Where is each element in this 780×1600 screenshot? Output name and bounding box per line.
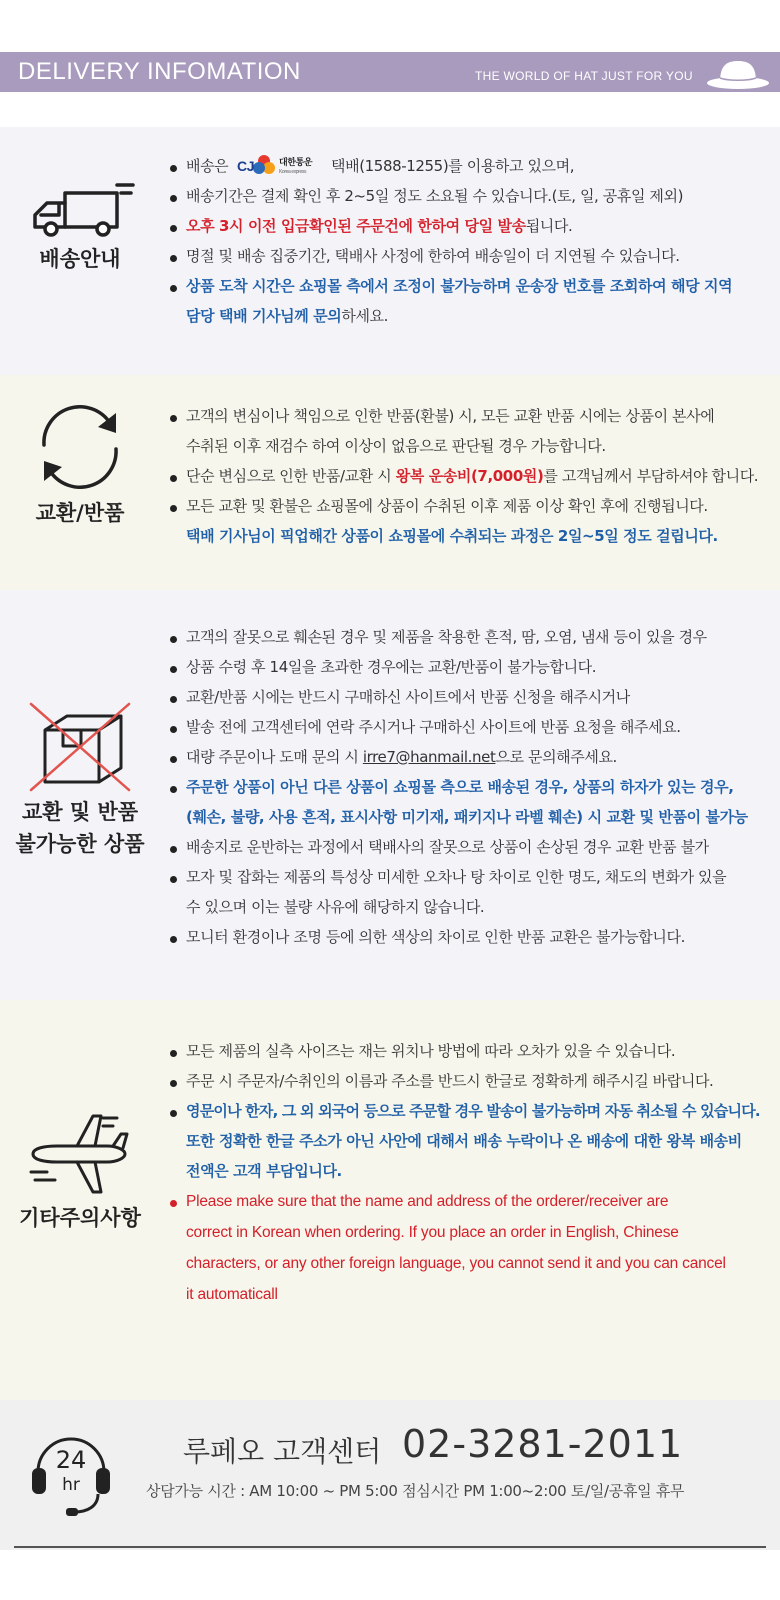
airplane-icon: [25, 1108, 135, 1198]
list-item: 상품 수령 후 14일을 초과한 경우에는 교환/반품이 불가능합니다.: [168, 652, 748, 682]
cs-phone-number[interactable]: 02-3281-2011: [402, 1422, 684, 1466]
other-notice-section: [0, 1000, 780, 1400]
refresh-arrows-icon: [30, 399, 130, 495]
list-item: 발송 전에 고객센터에 연락 주시거나 구매하신 사이트에 반품 요청을 해주세요.: [168, 712, 748, 742]
list-item: 전액은 고객 부담입니다.: [186, 1162, 342, 1180]
other-icon-block: [0, 1108, 160, 1234]
list-item: 수취된 이후 재검수 하여 이상이 없음으로 판단될 경우 가능합니다.: [186, 437, 606, 455]
headset-24hr-icon: [28, 1422, 114, 1518]
not-allowed-label-1: 교환 및 반품: [21, 800, 139, 824]
list-item: (훼손, 불량, 사용 흔적, 표시사항 미기재, 패키지나 라벨 훼손) 시 교환 및 반품이 불가능: [186, 808, 748, 826]
cj-logo-icon: [237, 152, 323, 178]
svg-text:CJ: CJ: [236, 157, 254, 174]
header-banner: [0, 52, 780, 92]
bottom-divider: [14, 1546, 766, 1548]
list-item: 수 있으며 이는 불량 사유에 해당하지 않습니다.: [186, 898, 485, 916]
not-allowed-list: [168, 622, 748, 952]
delivery-label: 배송안내: [39, 247, 121, 271]
exchange-label: 교환/반품: [35, 501, 125, 525]
customer-service-section: [0, 1400, 780, 1550]
list-item: 배송은 CJ 대한통운 Korea express 택배(1588-1255)를 이용하고 있으며,: [168, 151, 732, 181]
not-allowed-label-2: 불가능한 상품: [15, 832, 145, 856]
list-item: 대량 주문이나 도매 문의 시 irre7@hanmail.net으로 문의해주세요.: [168, 742, 748, 772]
truck-icon: [25, 179, 135, 241]
cs-center-name: 루페오 고객센터: [183, 1435, 382, 1468]
list-item: 배송기간은 결제 확인 후 2~5일 정도 소요될 수 있습니다.(토, 일, 공휴일 제외): [168, 181, 732, 211]
exchange-icon-block: [0, 399, 160, 529]
header-title: DELIVERY INFOMATION: [18, 58, 301, 85]
crossed-box-icon: [25, 702, 135, 792]
svg-text:Korea express: Korea express: [278, 168, 306, 175]
delivery-icon-block: [0, 179, 160, 275]
list-item: 또한 정확한 한글 주소가 아닌 사안에 대해서 배송 누락이나 온 배송에 대한 왕복 배송비: [186, 1132, 742, 1150]
list-item: characters, or any other foreign language, you cannot send it and you can cancel: [186, 1255, 726, 1272]
list-item: 오후 3시 이전 입금확인된 주문건에 한하여 당일 발송됩니다.: [168, 211, 732, 241]
list-item: 주문 시 주문자/수취인의 이름과 주소를 반드시 한글로 정확하게 해주시길 바랍니다.: [168, 1066, 760, 1096]
list-item: 담당 택배 기사님께 문의하세요.: [186, 307, 389, 325]
list-item: 명절 및 배송 집중기간, 택배사 사정에 한하여 배송일이 더 지연될 수 있습니다.: [168, 241, 732, 271]
email-link[interactable]: irre7@hanmail.net: [362, 748, 496, 766]
hat-icon: [706, 56, 770, 90]
list-item: correct in Korean when ordering. If you place an order in English, Chinese: [186, 1224, 679, 1241]
list-item: Please make sure that the name and address of the orderer/receiver are: [168, 1186, 760, 1217]
not-allowed-icon-block: [0, 702, 160, 860]
list-item: 모자 및 잡화는 제품의 특성상 미세한 오차나 탕 차이로 인한 명도, 채도의 변화가 있을: [168, 862, 748, 892]
exchange-section: [0, 375, 780, 590]
list-item: 모든 교환 및 환불은 쇼핑몰에 상품이 수취된 이후 제품 이상 확인 후에 진행됩니다.: [168, 491, 758, 521]
cs-hours: 상담가능 시간 : AM 10:00 ~ PM 5:00 점심시간 PM 1:00~2:00 토/일/공휴일 휴무: [146, 1482, 685, 1500]
list-item: 단순 변심으로 인한 반품/교환 시 왕복 운송비(7,000원)를 고객님께서 부담하셔야 합니다.: [168, 461, 758, 491]
not-allowed-section: [0, 590, 780, 1000]
svg-text:대한통운: 대한통운: [278, 157, 312, 168]
list-item: 주문한 상품이 아닌 다른 상품이 쇼핑몰 측으로 배송된 경우, 상품의 하자가 있는 경우,: [168, 772, 748, 802]
other-label: 기타주의사항: [19, 1206, 141, 1230]
list-item: 모니터 환경이나 조명 등에 의한 색상의 차이로 인한 반품 교환은 불가능합니다.: [168, 922, 748, 952]
list-item: 모든 제품의 실측 사이즈는 재는 위치나 방법에 따라 오차가 있을 수 있습니다.: [168, 1036, 760, 1066]
list-item: 고객의 변심이나 책임으로 인한 반품(환불) 시, 모든 교환 반품 시에는 상품이 본사에: [168, 401, 758, 431]
svg-text:hr: hr: [62, 1475, 80, 1495]
list-item: 배송지로 운반하는 과정에서 택배사의 잘못으로 상품이 손상된 경우 교환 반품 불가: [168, 832, 748, 862]
list-item: 택배 기사님이 픽업해간 상품이 쇼핑몰에 수취되는 과정은 2일~5일 정도 걸립니다.: [186, 527, 718, 545]
list-item: 고객의 잘못으로 훼손된 경우 및 제품을 착용한 흔적, 땀, 오염, 냄새 등이 있을 경우: [168, 622, 748, 652]
svg-text:24: 24: [55, 1446, 87, 1474]
other-list: [168, 1036, 760, 1310]
delivery-list: [168, 151, 732, 331]
exchange-list: [168, 401, 758, 551]
list-item: 영문이나 한자, 그 외 외국어 등으로 주문할 경우 발송이 불가능하며 자동 취소될 수 있습니다.: [168, 1096, 760, 1126]
list-item: 상품 도착 시간은 쇼핑몰 측에서 조정이 불가능하며 운송장 번호를 조회하여 해당 지역: [168, 271, 732, 301]
delivery-section: [0, 127, 780, 375]
list-item: it automaticall: [186, 1286, 278, 1303]
header-tagline: THE WORLD OF HAT JUST FOR YOU: [475, 69, 693, 83]
list-item: 교환/반품 시에는 반드시 구매하신 사이트에서 반품 신청을 해주시거나: [168, 682, 748, 712]
